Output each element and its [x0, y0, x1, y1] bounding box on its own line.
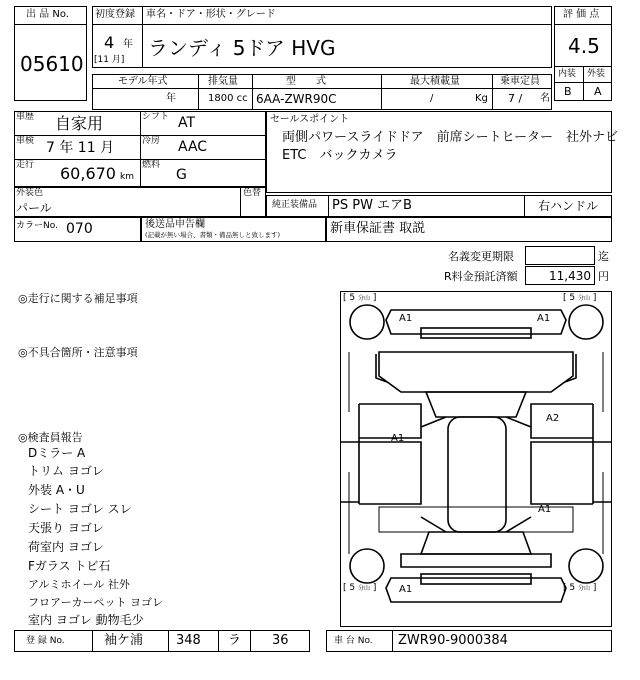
- after-label: 後送品申告欄: [145, 219, 205, 230]
- ac-label: 冷房: [142, 136, 161, 146]
- sales-label: セールスポイント: [270, 114, 350, 125]
- exterior-label: 外装: [587, 69, 606, 79]
- car-name: ランディ 5ドア HVG: [148, 36, 336, 60]
- damage-mark: A1: [399, 584, 413, 595]
- fuel-value: G: [176, 167, 187, 183]
- lot-label: 出 品 No.: [26, 9, 69, 20]
- capacity-label: 乗車定員: [500, 76, 540, 87]
- damage-mark: A2: [546, 413, 560, 424]
- supplement-label: ◎走行に関する補足事項: [18, 292, 138, 305]
- mileage-value: 60,670: [60, 164, 116, 183]
- damage-mark: A1: [399, 313, 413, 324]
- load-slash: /: [430, 93, 434, 104]
- wheel-front-left: [350, 305, 384, 339]
- reg-area: 袖ケ浦: [104, 633, 144, 648]
- damage-mark: A1: [391, 433, 405, 444]
- ac-value: AAC: [178, 139, 208, 155]
- genuine-items: PS PW エアB: [332, 198, 412, 213]
- model-year-unit: 年: [166, 93, 176, 104]
- displacement-label: 排気量: [208, 76, 238, 87]
- recycle-label: R料金預託済額: [444, 270, 518, 283]
- after-note: (記載が無い場合、書類・備品無しと致します): [145, 231, 281, 239]
- reg-class: 348: [176, 633, 201, 648]
- year-unit: 年: [123, 39, 133, 50]
- inspector-label: ◎検査員報告: [18, 431, 83, 444]
- interior-label: 内装: [558, 69, 577, 79]
- ext-color-value: パール: [16, 201, 52, 215]
- damage-mark: A1: [537, 313, 551, 324]
- defects-label: ◎不具合箇所・注意事項: [18, 346, 138, 359]
- roof: [448, 417, 506, 532]
- ext-color-box: [14, 187, 266, 217]
- rear-bumper: [386, 578, 566, 602]
- reg-label: 登 録 No.: [26, 636, 65, 646]
- recycle-unit: 円: [598, 270, 609, 283]
- type-value: 6AA-ZWR90C: [256, 92, 337, 106]
- interior-grade: B: [564, 85, 572, 98]
- shift-label: シフト: [142, 112, 170, 122]
- report-line: 外装 A・U: [28, 483, 85, 497]
- shaken-value: 7 年 11 月: [46, 140, 115, 156]
- tire-label-front-left: [ 5 分山 ]: [343, 293, 377, 303]
- report-line: 室内 ヨゴレ 動物毛少: [28, 613, 144, 627]
- chassis-label: 車 台 No.: [334, 636, 373, 646]
- tire-label-front-right: [ 5 分山 ]: [563, 293, 597, 303]
- lot-number: 05610: [20, 52, 84, 76]
- ext-color-label: 外装色: [16, 188, 44, 198]
- wheel-front-right: [569, 305, 603, 339]
- report-line: アルミホイール 社外: [28, 578, 130, 591]
- load-label: 最大積載量: [410, 76, 460, 87]
- genuine-label: 純正装備品: [272, 200, 318, 210]
- first-reg-label: 初度登録: [95, 9, 135, 20]
- name-change-label: 名義変更期限: [448, 250, 514, 263]
- history-value: 自家用: [55, 114, 104, 133]
- exterior-grade: A: [594, 85, 602, 98]
- report-line: フロアーカーペット ヨゴレ: [28, 596, 163, 609]
- load-unit: Kg: [475, 93, 488, 104]
- damage-mark: A1: [538, 504, 552, 515]
- report-line: 天張り ヨゴレ: [28, 521, 104, 535]
- front-grille: [421, 328, 531, 338]
- name-label: 車名・ドア・形状・グレード: [146, 9, 276, 20]
- score-value: 4.5: [568, 34, 600, 58]
- report-line: トリム ヨゴレ: [28, 464, 104, 478]
- name-change-box: [525, 246, 595, 265]
- tire-label-rear-left: [ 5 分山 ]: [343, 583, 377, 593]
- report-line: シート ヨゴレ スレ: [28, 502, 132, 516]
- color-change-label: 色替: [243, 188, 262, 198]
- report-line: Dミラー A: [28, 446, 86, 460]
- fuel-label: 燃料: [142, 160, 161, 170]
- shift-value: AT: [178, 115, 196, 131]
- model-year-label: モデル年式: [118, 76, 168, 87]
- sales-line2: ETC バックカメラ: [282, 148, 398, 163]
- first-reg-month: [11 月]: [94, 55, 125, 65]
- history-label: 車歴: [16, 112, 35, 122]
- sales-line1: 両側パワースライドドア 前席シートヒーター 社外ナビ: [282, 130, 619, 145]
- reg-kana: ラ: [228, 633, 242, 648]
- mileage-unit: km: [120, 172, 134, 182]
- report-line: Fガラス トビ石: [28, 559, 111, 573]
- shaken-label: 車検: [16, 136, 35, 146]
- color-no-value: 070: [66, 221, 93, 237]
- first-reg-year: 4: [104, 33, 115, 52]
- recycle-value: 11,430: [549, 269, 591, 283]
- steering-value: 右ハンドル: [538, 199, 599, 213]
- tire-label-rear-right: [ 5 分山 ]: [563, 583, 597, 593]
- capacity-value: 7 /: [508, 92, 523, 105]
- reg-number: 36: [272, 633, 289, 648]
- color-no-label: カラーNo.: [16, 221, 58, 231]
- name-change-unit: 迄: [598, 250, 609, 263]
- type-label: 型 式: [286, 76, 326, 87]
- report-line: 荷室内 ヨゴレ: [28, 540, 104, 554]
- score-label: 評 価 点: [563, 9, 600, 20]
- car-diagram: [340, 291, 612, 627]
- capacity-unit: 名: [540, 93, 550, 104]
- mileage-label: 走行: [16, 160, 35, 170]
- after-items: 新車保証書 取説: [330, 221, 426, 236]
- wheel-rear-right: [569, 549, 603, 583]
- wheel-rear-left: [350, 549, 384, 583]
- displacement-value: 1800 cc: [208, 93, 248, 104]
- chassis-value: ZWR90-9000384: [398, 633, 508, 648]
